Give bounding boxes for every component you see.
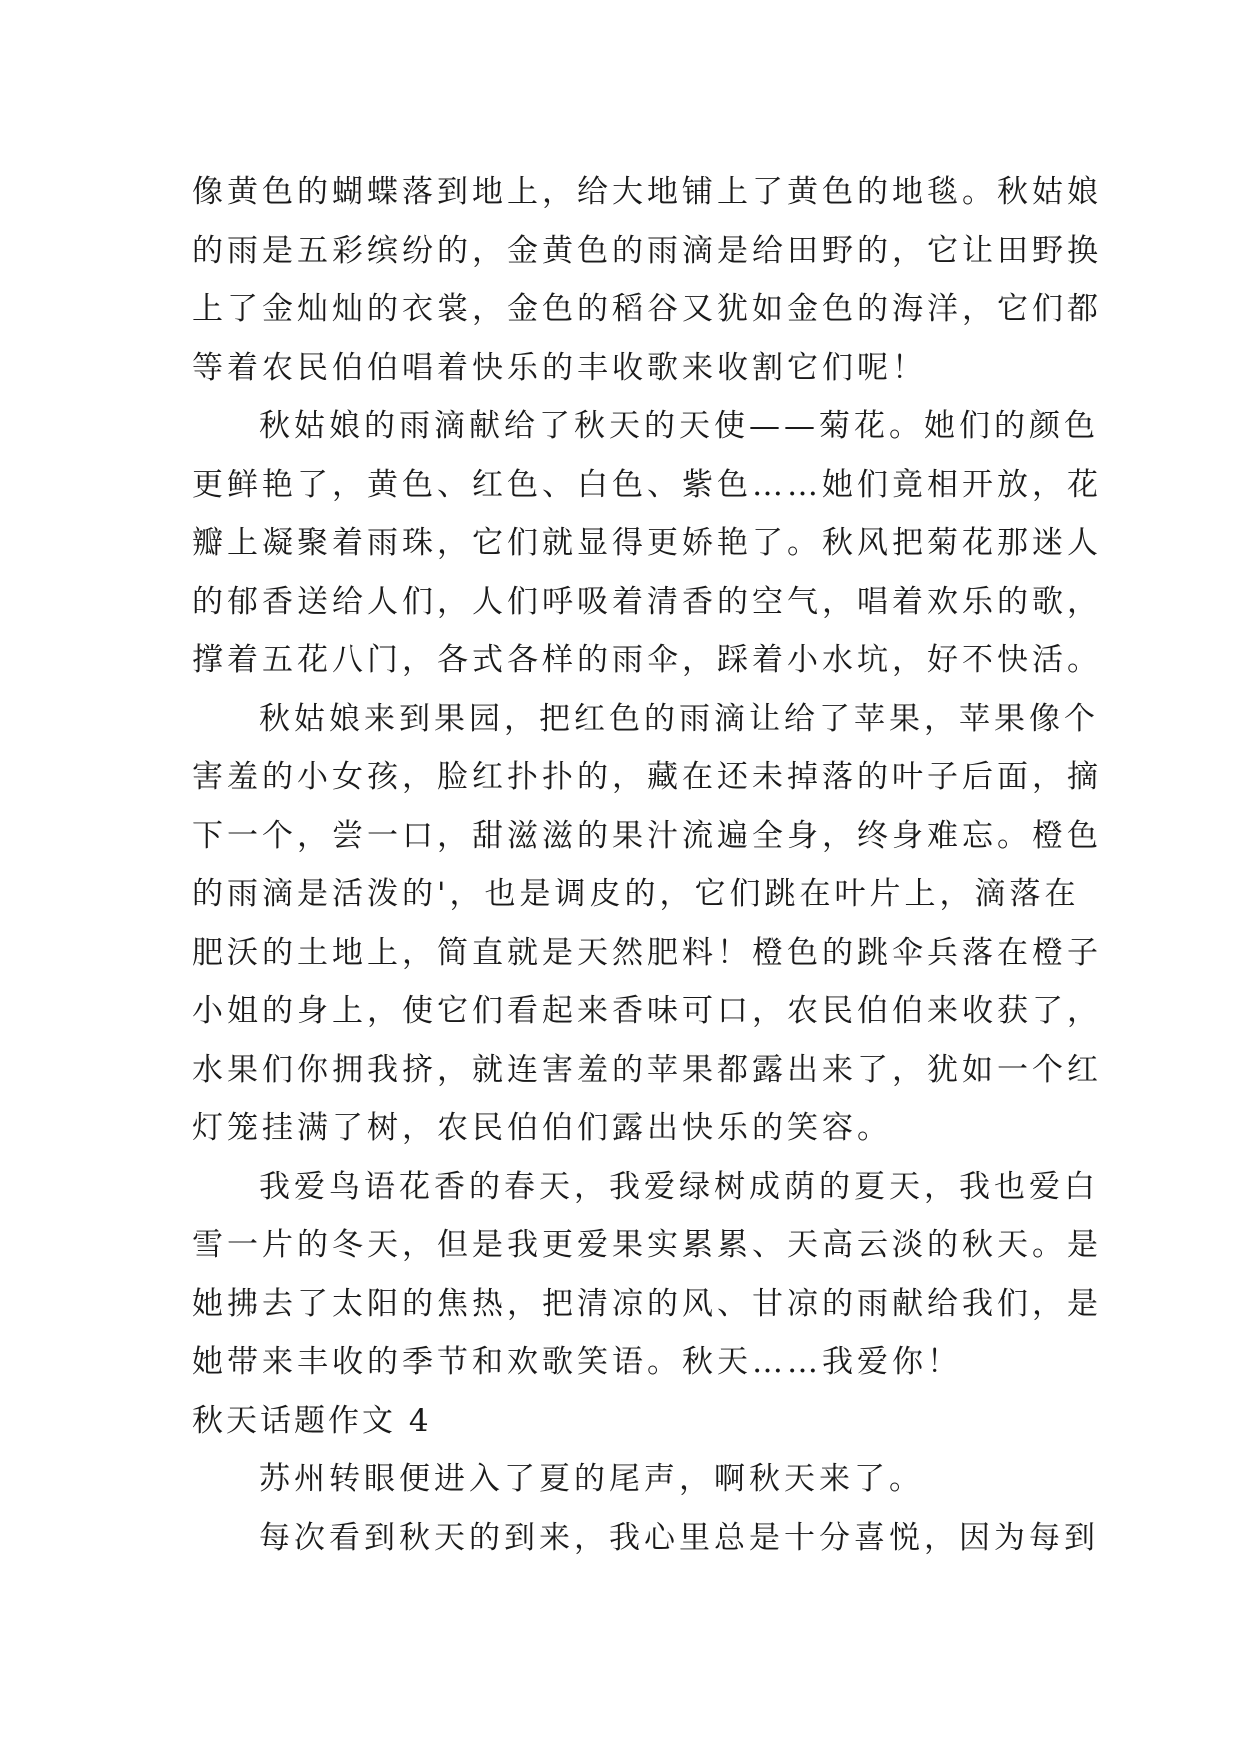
text-line: 的郁香送给人们，人们呼吸着清香的空气，唱着欢乐的歌， bbox=[192, 583, 1102, 620]
paragraph-first-line: 秋姑娘的雨滴献给了秋天的天使——菊花。她们的颜色 bbox=[259, 408, 1099, 444]
paragraph-first-line: 秋姑娘来到果园，把红色的雨滴让给了苹果，苹果像个 bbox=[259, 700, 1099, 737]
text-line: 上了金灿灿的衣裳，金色的稻谷又犹如金色的海洋，它们都 bbox=[192, 291, 1102, 327]
text-line: 小姐的身上，使它们看起来香味可口，农民伯伯来收获了， bbox=[192, 993, 1102, 1029]
text-line: 她拂去了太阳的焦热，把清凉的风、甘凉的雨献给我们，是 bbox=[192, 1285, 1102, 1322]
text-line: 下一个，尝一口，甜滋滋的果汁流遍全身，终身难忘。橙色 bbox=[192, 817, 1102, 854]
paragraph-first-line: 我爱鸟语花香的春天，我爱绿树成荫的夏天，我也爱白 bbox=[259, 1168, 1099, 1205]
text-line: 雪一片的冬天，但是我更爱果实累累、天高云淡的秋天。是 bbox=[192, 1227, 1102, 1263]
text-line: 害羞的小女孩，脸红扑扑的，藏在还未掉落的叶子后面，摘 bbox=[192, 759, 1102, 795]
text-line: 像黄色的蝴蝶落到地上，给大地铺上了黄色的地毯。秋姑娘 bbox=[192, 174, 1102, 210]
paragraph-first-line: 苏州转眼便进入了夏的尾声，啊秋天来了。 bbox=[259, 1461, 924, 1497]
text-line: 的雨滴是活泼的'，也是调皮的，它们跳在叶片上，滴落在 bbox=[192, 876, 1080, 912]
text-line: 更鲜艳了，黄色、红色、白色、紫色……她们竟相开放，花 bbox=[192, 466, 1102, 503]
text-line: 撑着五花八门，各式各样的雨伞，踩着小水坑，好不快活。 bbox=[192, 642, 1102, 678]
section-heading: 秋天话题作文 4 bbox=[192, 1402, 432, 1439]
document-body bbox=[192, 163, 1102, 1567]
text-line: 的雨是五彩缤纷的，金黄色的雨滴是给田野的，它让田野换 bbox=[192, 232, 1102, 269]
text-line: 肥沃的土地上，简直就是天然肥料！橙色的跳伞兵落在橙子 bbox=[192, 934, 1102, 971]
paragraph-first-line: 每次看到秋天的到来，我心里总是十分喜悦，因为每到 bbox=[259, 1519, 1099, 1556]
text-line: 等着农民伯伯唱着快乐的丰收歌来收割它们呢！ bbox=[192, 349, 927, 386]
text-line: 水果们你拥我挤，就连害羞的苹果都露出来了，犹如一个红 bbox=[192, 1051, 1102, 1088]
text-line: 灯笼挂满了树，农民伯伯们露出快乐的笑容。 bbox=[192, 1110, 892, 1146]
text-line: 她带来丰收的季节和欢歌笑语。秋天……我爱你！ bbox=[192, 1344, 962, 1380]
text-line: 瓣上凝聚着雨珠，它们就显得更娇艳了。秋风把菊花那迷人 bbox=[192, 525, 1102, 561]
